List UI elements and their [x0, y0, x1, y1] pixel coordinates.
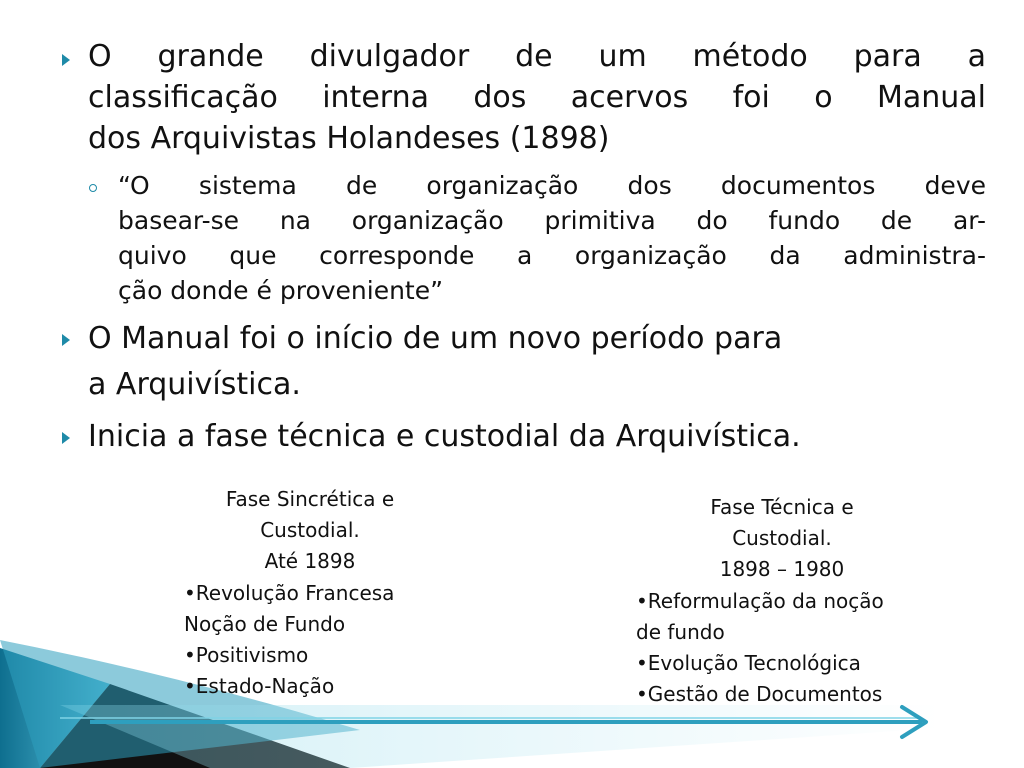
phase-right-title: Fase Técnica e	[710, 495, 854, 519]
phase-right-item: •Evolução Tecnológica	[636, 651, 861, 675]
bullet-arrow-icon	[62, 432, 70, 444]
bullet-3: Inicia a fase técnica e custodial da Arquivística.	[88, 419, 801, 454]
phase-left-item: •Estado-Nação	[184, 674, 335, 698]
bullet-arrow-icon	[62, 334, 70, 346]
phase-right-period: 1898 – 1980	[719, 557, 845, 581]
quote-line: ção donde é proveniente”	[118, 276, 444, 305]
bullet-1-line: classificação interna dos acervos foi o Manual	[88, 80, 986, 115]
sub-bullet-ring-icon	[89, 184, 97, 192]
bullet-1-line: dos Arquivistas Holandeses (1898)	[88, 121, 610, 156]
sub-bullet-quote	[118, 168, 986, 308]
quote-line: quivo que corresponde a organização da administra-	[118, 241, 986, 270]
bullet-2-line-2: a Arquivística.	[88, 367, 301, 402]
phase-left-title: Custodial.	[260, 518, 360, 542]
quote-line: “O sistema de organização dos documentos deve	[118, 171, 986, 200]
bullet-1-line: O grande divulgador de um método para a	[88, 39, 986, 74]
phase-left-title: Fase Sincrética e	[225, 487, 395, 511]
phase-left-item: •Positivismo	[184, 643, 309, 667]
phase-right-title: Custodial.	[732, 526, 832, 550]
quote-line: basear-se na organização primitiva do fundo de ar-	[118, 206, 986, 235]
phase-left-item: Noção de Fundo	[184, 612, 346, 636]
phase-right-item: •Reformulação da noção	[636, 589, 884, 613]
bullet-1	[88, 36, 986, 159]
phase-left-period: Até 1898	[264, 549, 356, 573]
phase-right-item: de fundo	[636, 620, 725, 644]
phase-right-item: •Gestão de Documentos	[636, 682, 883, 706]
phase-left-item: •Revolução Francesa	[184, 581, 395, 605]
bullet-2-line-1: O Manual foi o início de um novo período para	[88, 321, 783, 356]
bullet-arrow-icon	[62, 54, 70, 66]
